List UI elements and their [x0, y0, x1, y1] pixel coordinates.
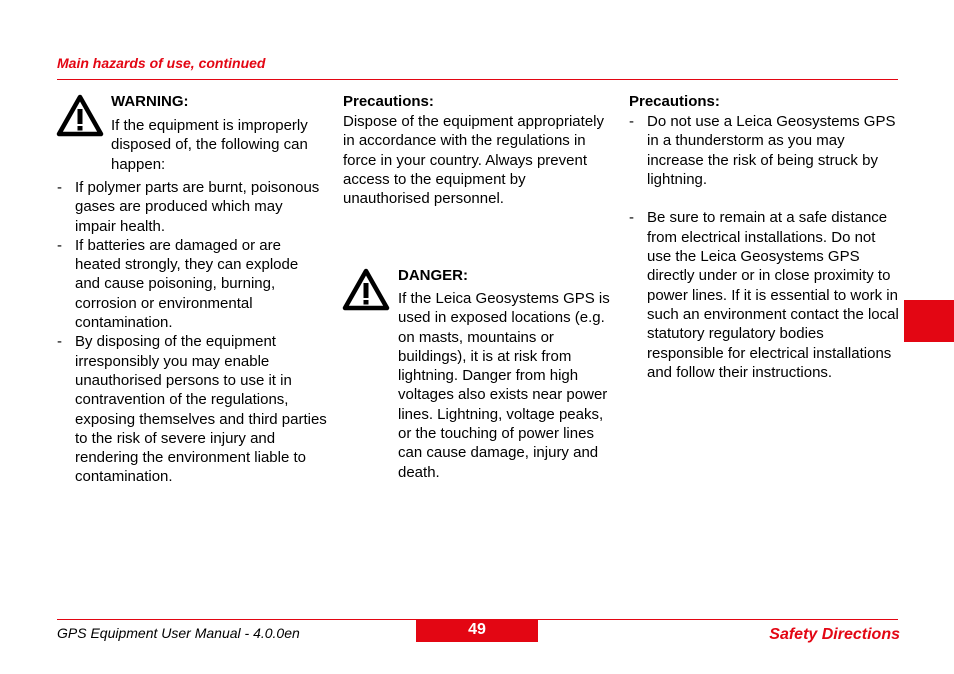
warning-triangle-icon — [56, 93, 104, 137]
precautions-list — [629, 112, 901, 382]
danger-triangle-icon — [342, 267, 390, 311]
header-divider — [57, 79, 898, 80]
precautions-title: Precautions: — [629, 93, 720, 110]
warning-intro: If the equipment is improperly disposed of, the following can happen: — [111, 117, 308, 173]
list-item: - If polymer parts are burnt, poisonous gases are produced which may impair health. — [57, 178, 327, 236]
warning-consequence-list — [57, 178, 327, 487]
warning-title: WARNING: — [111, 93, 189, 110]
list-item: - By disposing of the equipment irresponsibly you may enable unauthorised persons to use it in contravention of the regulations, exposing themselves and third parties to the risk of severe injury and rendering the environment liable to contamination. — [57, 332, 327, 486]
danger-text: If the Leica Geosystems GPS is used in exposed locations (e.g. on masts, mountains or buildings), it is at risk from lightning. Danger from high voltages also exists near power lines. Lightning, voltage peaks, or the touching of power lines can cause damage, injury and death. — [398, 290, 610, 481]
footer-manual-title: GPS Equipment User Manual - 4.0.0en — [57, 625, 300, 641]
danger-title: DANGER: — [398, 267, 468, 284]
precautions-text: Dispose of the equipment appropriately in accordance with the regulations in force in your country. Always prevent access to the equipment by unauthorised personnel. — [343, 113, 604, 208]
page-number: 49 — [416, 620, 538, 642]
running-header-title: Main hazards of use, continued — [57, 55, 266, 71]
precautions-title: Precautions: — [343, 93, 434, 110]
list-item: - If batteries are damaged or are heated strongly, they can explode and cause poisoning, burning, corrosion or environmental contamination. — [57, 236, 327, 332]
chapter-tab-marker — [904, 300, 954, 342]
list-item: - Do not use a Leica Geosystems GPS in a thunderstorm as you may increase the risk of being struck by lightning. — [629, 112, 901, 189]
list-item: - Be sure to remain at a safe distance from electrical installations. Do not use the Leica Geosystems GPS directly under or in close proximity to power lines. If it is essential to work in such an environment contact the local statutory regulatory bodies responsible for electrical installations and follow their instructions. — [629, 208, 901, 382]
footer-section-title: Safety Directions — [769, 626, 900, 643]
